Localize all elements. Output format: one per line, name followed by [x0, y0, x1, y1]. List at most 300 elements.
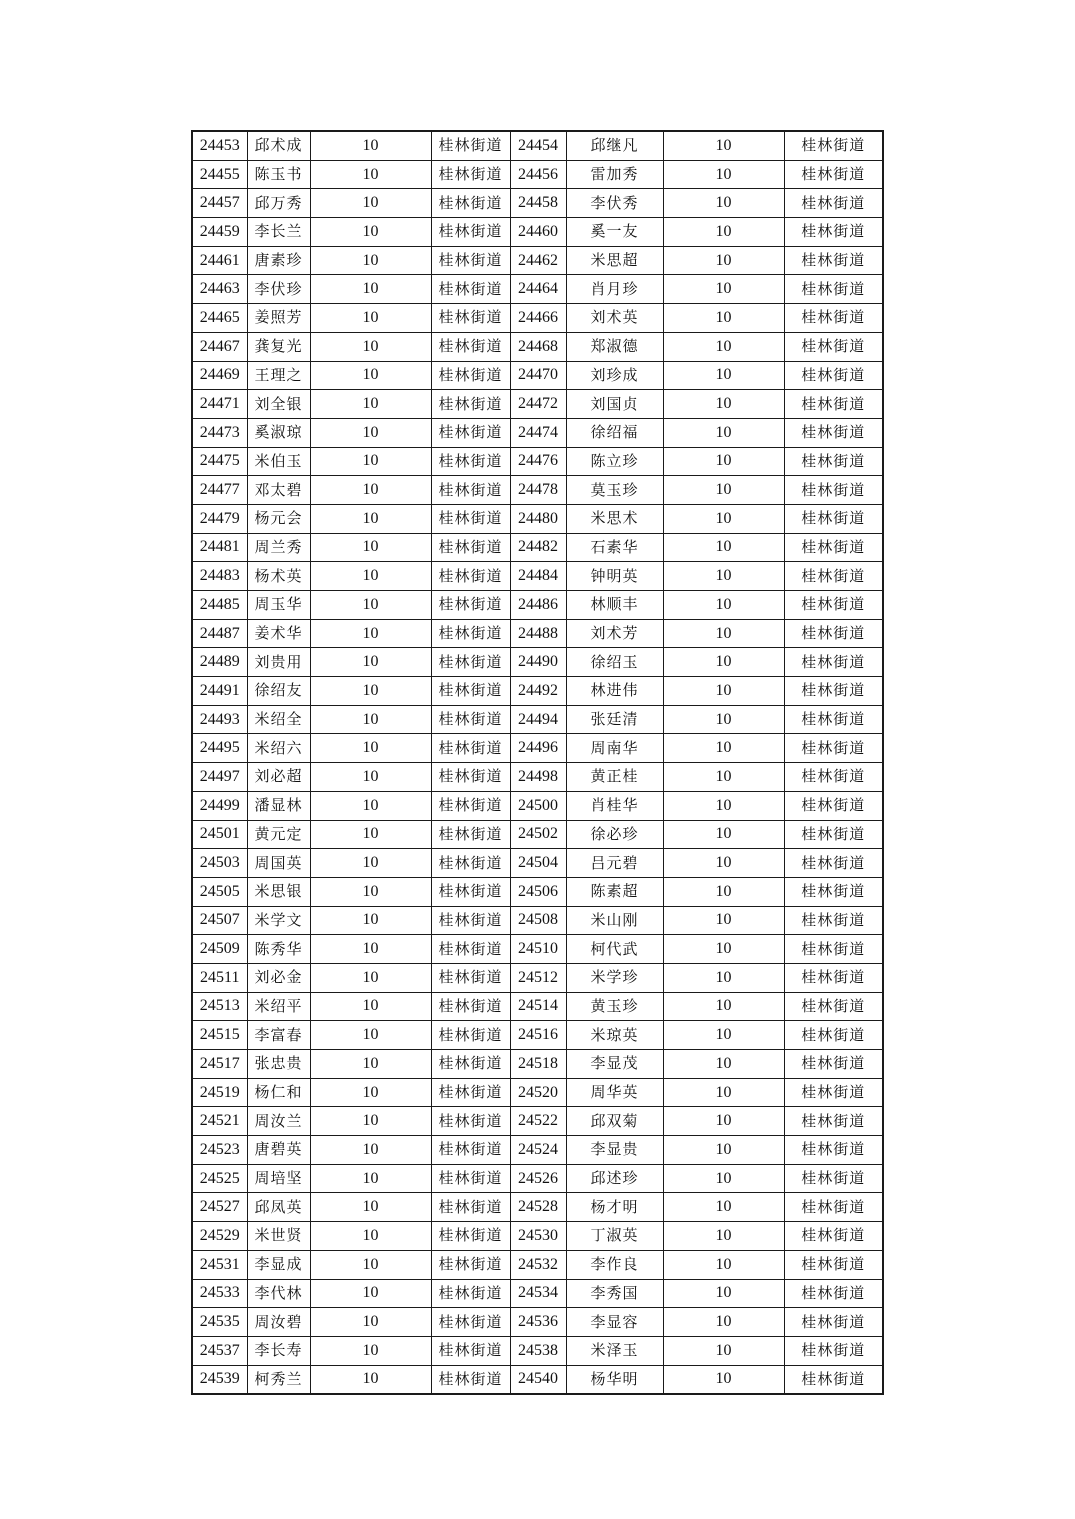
amount-cell: 10 — [310, 390, 431, 419]
name-cell: 刘珍成 — [566, 361, 663, 390]
area-cell: 桂林街道 — [431, 1308, 510, 1337]
area-cell: 桂林街道 — [431, 619, 510, 648]
id-cell: 24459 — [192, 218, 247, 247]
id-cell: 24533 — [192, 1279, 247, 1308]
id-cell: 24458 — [510, 189, 566, 218]
area-cell: 桂林街道 — [784, 1250, 883, 1279]
area-cell: 桂林街道 — [784, 849, 883, 878]
name-cell: 李伏珍 — [247, 275, 310, 304]
area-cell: 桂林街道 — [431, 275, 510, 304]
area-cell: 桂林街道 — [784, 160, 883, 189]
name-cell: 黄玉珍 — [566, 992, 663, 1021]
id-cell: 24537 — [192, 1336, 247, 1365]
id-cell: 24479 — [192, 504, 247, 533]
id-cell: 24468 — [510, 332, 566, 361]
amount-cell: 10 — [310, 849, 431, 878]
amount-cell: 10 — [310, 705, 431, 734]
amount-cell: 10 — [663, 963, 784, 992]
name-cell: 唐素珍 — [247, 246, 310, 275]
name-cell: 刘必超 — [247, 763, 310, 792]
id-cell: 24513 — [192, 992, 247, 1021]
name-cell: 刘全银 — [247, 390, 310, 419]
id-cell: 24472 — [510, 390, 566, 419]
amount-cell: 10 — [663, 877, 784, 906]
name-cell: 肖月珍 — [566, 275, 663, 304]
name-cell: 林进伟 — [566, 677, 663, 706]
area-cell: 桂林街道 — [784, 562, 883, 591]
area-cell: 桂林街道 — [431, 304, 510, 333]
name-cell: 李代林 — [247, 1279, 310, 1308]
id-cell: 24525 — [192, 1164, 247, 1193]
area-cell: 桂林街道 — [431, 361, 510, 390]
id-cell: 24500 — [510, 791, 566, 820]
amount-cell: 10 — [310, 332, 431, 361]
amount-cell: 10 — [663, 820, 784, 849]
table-row — [192, 1021, 883, 1050]
name-cell: 李显茂 — [566, 1050, 663, 1079]
area-cell: 桂林街道 — [431, 418, 510, 447]
area-cell: 桂林街道 — [784, 332, 883, 361]
name-cell: 张廷清 — [566, 705, 663, 734]
table-row — [192, 447, 883, 476]
amount-cell: 10 — [663, 1365, 784, 1394]
id-cell: 24491 — [192, 677, 247, 706]
id-cell: 24481 — [192, 533, 247, 562]
id-cell: 24476 — [510, 447, 566, 476]
id-cell: 24501 — [192, 820, 247, 849]
name-cell: 周汝兰 — [247, 1107, 310, 1136]
amount-cell: 10 — [663, 246, 784, 275]
area-cell: 桂林街道 — [784, 1193, 883, 1222]
amount-cell: 10 — [310, 1193, 431, 1222]
amount-cell: 10 — [310, 361, 431, 390]
area-cell: 桂林街道 — [784, 1308, 883, 1337]
amount-cell: 10 — [663, 906, 784, 935]
table-row — [192, 648, 883, 677]
amount-cell: 10 — [663, 1193, 784, 1222]
id-cell: 24514 — [510, 992, 566, 1021]
amount-cell: 10 — [310, 275, 431, 304]
table-row — [192, 963, 883, 992]
id-cell: 24486 — [510, 591, 566, 620]
name-cell: 刘术英 — [566, 304, 663, 333]
area-cell: 桂林街道 — [784, 1222, 883, 1251]
area-cell: 桂林街道 — [431, 476, 510, 505]
name-cell: 姜术华 — [247, 619, 310, 648]
name-cell: 邱万秀 — [247, 189, 310, 218]
table-row — [192, 1250, 883, 1279]
amount-cell: 10 — [663, 131, 784, 160]
area-cell: 桂林街道 — [784, 906, 883, 935]
id-cell: 24502 — [510, 820, 566, 849]
name-cell: 周玉华 — [247, 591, 310, 620]
amount-cell: 10 — [310, 935, 431, 964]
name-cell: 杨元会 — [247, 504, 310, 533]
amount-cell: 10 — [310, 619, 431, 648]
area-cell: 桂林街道 — [784, 992, 883, 1021]
amount-cell: 10 — [663, 218, 784, 247]
area-cell: 桂林街道 — [784, 418, 883, 447]
amount-cell: 10 — [663, 1336, 784, 1365]
name-cell: 莫玉珍 — [566, 476, 663, 505]
name-cell: 米思超 — [566, 246, 663, 275]
id-cell: 24454 — [510, 131, 566, 160]
area-cell: 桂林街道 — [431, 1250, 510, 1279]
id-cell: 24494 — [510, 705, 566, 734]
name-cell: 肖桂华 — [566, 791, 663, 820]
name-cell: 王理之 — [247, 361, 310, 390]
area-cell: 桂林街道 — [784, 963, 883, 992]
table-row — [192, 390, 883, 419]
amount-cell: 10 — [663, 504, 784, 533]
id-cell: 24538 — [510, 1336, 566, 1365]
amount-cell: 10 — [663, 677, 784, 706]
amount-cell: 10 — [310, 418, 431, 447]
id-cell: 24477 — [192, 476, 247, 505]
area-cell: 桂林街道 — [784, 677, 883, 706]
amount-cell: 10 — [310, 1308, 431, 1337]
name-cell: 米学珍 — [566, 963, 663, 992]
table-row — [192, 1050, 883, 1079]
id-cell: 24466 — [510, 304, 566, 333]
area-cell: 桂林街道 — [431, 246, 510, 275]
id-cell: 24470 — [510, 361, 566, 390]
name-cell: 李伏秀 — [566, 189, 663, 218]
name-cell: 邱双菊 — [566, 1107, 663, 1136]
name-cell: 奚淑琼 — [247, 418, 310, 447]
area-cell: 桂林街道 — [784, 877, 883, 906]
name-cell: 米绍平 — [247, 992, 310, 1021]
id-cell: 24499 — [192, 791, 247, 820]
id-cell: 24475 — [192, 447, 247, 476]
id-cell: 24488 — [510, 619, 566, 648]
amount-cell: 10 — [310, 648, 431, 677]
amount-cell: 10 — [310, 189, 431, 218]
amount-cell: 10 — [663, 763, 784, 792]
amount-cell: 10 — [663, 992, 784, 1021]
amount-cell: 10 — [663, 1050, 784, 1079]
name-cell: 吕元碧 — [566, 849, 663, 878]
area-cell: 桂林街道 — [431, 218, 510, 247]
amount-cell: 10 — [663, 476, 784, 505]
amount-cell: 10 — [310, 533, 431, 562]
amount-cell: 10 — [663, 1078, 784, 1107]
id-cell: 24512 — [510, 963, 566, 992]
table-row — [192, 992, 883, 1021]
amount-cell: 10 — [663, 275, 784, 304]
amount-cell: 10 — [310, 1365, 431, 1394]
id-cell: 24517 — [192, 1050, 247, 1079]
name-cell: 张忠贵 — [247, 1050, 310, 1079]
id-cell: 24460 — [510, 218, 566, 247]
amount-cell: 10 — [663, 1250, 784, 1279]
id-cell: 24535 — [192, 1308, 247, 1337]
name-cell: 林顺丰 — [566, 591, 663, 620]
amount-cell: 10 — [663, 189, 784, 218]
roster-table-body — [192, 131, 883, 1394]
amount-cell: 10 — [310, 1222, 431, 1251]
name-cell: 刘国贞 — [566, 390, 663, 419]
amount-cell: 10 — [310, 160, 431, 189]
amount-cell: 10 — [310, 1050, 431, 1079]
area-cell: 桂林街道 — [784, 447, 883, 476]
name-cell: 潘显林 — [247, 791, 310, 820]
table-row — [192, 418, 883, 447]
table-row — [192, 1336, 883, 1365]
name-cell: 徐绍玉 — [566, 648, 663, 677]
id-cell: 24453 — [192, 131, 247, 160]
table-row — [192, 476, 883, 505]
area-cell: 桂林街道 — [431, 533, 510, 562]
area-cell: 桂林街道 — [431, 1021, 510, 1050]
area-cell: 桂林街道 — [431, 189, 510, 218]
area-cell: 桂林街道 — [431, 504, 510, 533]
amount-cell: 10 — [310, 218, 431, 247]
area-cell: 桂林街道 — [431, 877, 510, 906]
amount-cell: 10 — [663, 648, 784, 677]
name-cell: 邱述珍 — [566, 1164, 663, 1193]
amount-cell: 10 — [663, 1164, 784, 1193]
amount-cell: 10 — [663, 390, 784, 419]
id-cell: 24520 — [510, 1078, 566, 1107]
area-cell: 桂林街道 — [431, 1164, 510, 1193]
amount-cell: 10 — [310, 504, 431, 533]
name-cell: 杨华明 — [566, 1365, 663, 1394]
id-cell: 24503 — [192, 849, 247, 878]
area-cell: 桂林街道 — [784, 390, 883, 419]
name-cell: 刘贵用 — [247, 648, 310, 677]
area-cell: 桂林街道 — [784, 1078, 883, 1107]
name-cell: 陈玉书 — [247, 160, 310, 189]
id-cell: 24532 — [510, 1250, 566, 1279]
amount-cell: 10 — [310, 992, 431, 1021]
area-cell: 桂林街道 — [431, 1107, 510, 1136]
id-cell: 24507 — [192, 906, 247, 935]
area-cell: 桂林街道 — [431, 131, 510, 160]
name-cell: 陈立珍 — [566, 447, 663, 476]
amount-cell: 10 — [663, 304, 784, 333]
area-cell: 桂林街道 — [784, 1107, 883, 1136]
id-cell: 24508 — [510, 906, 566, 935]
area-cell: 桂林街道 — [784, 1136, 883, 1165]
area-cell: 桂林街道 — [784, 533, 883, 562]
amount-cell: 10 — [663, 935, 784, 964]
table-row — [192, 275, 883, 304]
name-cell: 刘必金 — [247, 963, 310, 992]
table-row — [192, 734, 883, 763]
name-cell: 周兰秀 — [247, 533, 310, 562]
amount-cell: 10 — [310, 791, 431, 820]
id-cell: 24511 — [192, 963, 247, 992]
id-cell: 24493 — [192, 705, 247, 734]
name-cell: 柯秀兰 — [247, 1365, 310, 1394]
name-cell: 李富春 — [247, 1021, 310, 1050]
amount-cell: 10 — [310, 820, 431, 849]
id-cell: 24471 — [192, 390, 247, 419]
area-cell: 桂林街道 — [784, 935, 883, 964]
name-cell: 陈素超 — [566, 877, 663, 906]
area-cell: 桂林街道 — [431, 935, 510, 964]
name-cell: 周国英 — [247, 849, 310, 878]
area-cell: 桂林街道 — [431, 160, 510, 189]
area-cell: 桂林街道 — [784, 361, 883, 390]
roster-table — [191, 130, 884, 1395]
id-cell: 24467 — [192, 332, 247, 361]
id-cell: 24487 — [192, 619, 247, 648]
id-cell: 24526 — [510, 1164, 566, 1193]
id-cell: 24496 — [510, 734, 566, 763]
area-cell: 桂林街道 — [431, 705, 510, 734]
name-cell: 米泽玉 — [566, 1336, 663, 1365]
amount-cell: 10 — [663, 1279, 784, 1308]
name-cell: 陈秀华 — [247, 935, 310, 964]
amount-cell: 10 — [310, 1336, 431, 1365]
id-cell: 24515 — [192, 1021, 247, 1050]
name-cell: 徐绍福 — [566, 418, 663, 447]
name-cell: 周汝碧 — [247, 1308, 310, 1337]
id-cell: 24534 — [510, 1279, 566, 1308]
table-row — [192, 877, 883, 906]
amount-cell: 10 — [663, 791, 784, 820]
area-cell: 桂林街道 — [784, 763, 883, 792]
id-cell: 24498 — [510, 763, 566, 792]
amount-cell: 10 — [663, 562, 784, 591]
amount-cell: 10 — [310, 562, 431, 591]
amount-cell: 10 — [663, 160, 784, 189]
name-cell: 李长寿 — [247, 1336, 310, 1365]
amount-cell: 10 — [663, 533, 784, 562]
table-row — [192, 935, 883, 964]
name-cell: 黄元定 — [247, 820, 310, 849]
area-cell: 桂林街道 — [784, 246, 883, 275]
id-cell: 24527 — [192, 1193, 247, 1222]
area-cell: 桂林街道 — [431, 1222, 510, 1251]
area-cell: 桂林街道 — [431, 1279, 510, 1308]
name-cell: 周培坚 — [247, 1164, 310, 1193]
amount-cell: 10 — [310, 1107, 431, 1136]
table-row — [192, 504, 883, 533]
area-cell: 桂林街道 — [431, 1136, 510, 1165]
name-cell: 米绍六 — [247, 734, 310, 763]
amount-cell: 10 — [663, 1222, 784, 1251]
table-row — [192, 791, 883, 820]
id-cell: 24462 — [510, 246, 566, 275]
name-cell: 唐碧英 — [247, 1136, 310, 1165]
table-row — [192, 218, 883, 247]
table-row — [192, 304, 883, 333]
id-cell: 24521 — [192, 1107, 247, 1136]
name-cell: 刘术芳 — [566, 619, 663, 648]
amount-cell: 10 — [310, 447, 431, 476]
amount-cell: 10 — [663, 849, 784, 878]
area-cell: 桂林街道 — [784, 1050, 883, 1079]
id-cell: 24469 — [192, 361, 247, 390]
name-cell: 米世贤 — [247, 1222, 310, 1251]
area-cell: 桂林街道 — [431, 447, 510, 476]
name-cell: 米思术 — [566, 504, 663, 533]
amount-cell: 10 — [310, 1078, 431, 1107]
id-cell: 24510 — [510, 935, 566, 964]
id-cell: 24457 — [192, 189, 247, 218]
name-cell: 米思银 — [247, 877, 310, 906]
name-cell: 徐必珍 — [566, 820, 663, 849]
area-cell: 桂林街道 — [431, 332, 510, 361]
amount-cell: 10 — [310, 1164, 431, 1193]
table-row — [192, 763, 883, 792]
amount-cell: 10 — [310, 1021, 431, 1050]
area-cell: 桂林街道 — [431, 791, 510, 820]
id-cell: 24461 — [192, 246, 247, 275]
amount-cell: 10 — [663, 1021, 784, 1050]
id-cell: 24505 — [192, 877, 247, 906]
name-cell: 丁淑英 — [566, 1222, 663, 1251]
area-cell: 桂林街道 — [784, 131, 883, 160]
area-cell: 桂林街道 — [784, 705, 883, 734]
name-cell: 李秀国 — [566, 1279, 663, 1308]
id-cell: 24519 — [192, 1078, 247, 1107]
name-cell: 米学文 — [247, 906, 310, 935]
id-cell: 24522 — [510, 1107, 566, 1136]
name-cell: 李显成 — [247, 1250, 310, 1279]
id-cell: 24528 — [510, 1193, 566, 1222]
id-cell: 24529 — [192, 1222, 247, 1251]
id-cell: 24490 — [510, 648, 566, 677]
name-cell: 邱继凡 — [566, 131, 663, 160]
area-cell: 桂林街道 — [431, 849, 510, 878]
name-cell: 龚复光 — [247, 332, 310, 361]
id-cell: 24539 — [192, 1365, 247, 1394]
id-cell: 24455 — [192, 160, 247, 189]
id-cell: 24482 — [510, 533, 566, 562]
amount-cell: 10 — [310, 591, 431, 620]
area-cell: 桂林街道 — [431, 763, 510, 792]
amount-cell: 10 — [663, 1136, 784, 1165]
table-row — [192, 1279, 883, 1308]
area-cell: 桂林街道 — [784, 504, 883, 533]
amount-cell: 10 — [310, 304, 431, 333]
id-cell: 24497 — [192, 763, 247, 792]
name-cell: 钟明英 — [566, 562, 663, 591]
id-cell: 24530 — [510, 1222, 566, 1251]
name-cell: 米绍全 — [247, 705, 310, 734]
name-cell: 李长兰 — [247, 218, 310, 247]
area-cell: 桂林街道 — [431, 390, 510, 419]
area-cell: 桂林街道 — [784, 591, 883, 620]
table-row — [192, 705, 883, 734]
id-cell: 24518 — [510, 1050, 566, 1079]
area-cell: 桂林街道 — [431, 1193, 510, 1222]
amount-cell: 10 — [310, 877, 431, 906]
area-cell: 桂林街道 — [431, 992, 510, 1021]
area-cell: 桂林街道 — [784, 189, 883, 218]
name-cell: 周华英 — [566, 1078, 663, 1107]
area-cell: 桂林街道 — [431, 820, 510, 849]
id-cell: 24523 — [192, 1136, 247, 1165]
id-cell: 24480 — [510, 504, 566, 533]
name-cell: 周南华 — [566, 734, 663, 763]
area-cell: 桂林街道 — [431, 1050, 510, 1079]
id-cell: 24495 — [192, 734, 247, 763]
id-cell: 24506 — [510, 877, 566, 906]
area-cell: 桂林街道 — [784, 476, 883, 505]
name-cell: 徐绍友 — [247, 677, 310, 706]
name-cell: 姜照芳 — [247, 304, 310, 333]
id-cell: 24464 — [510, 275, 566, 304]
table-row — [192, 1078, 883, 1107]
table-row — [192, 246, 883, 275]
amount-cell: 10 — [310, 763, 431, 792]
id-cell: 24492 — [510, 677, 566, 706]
